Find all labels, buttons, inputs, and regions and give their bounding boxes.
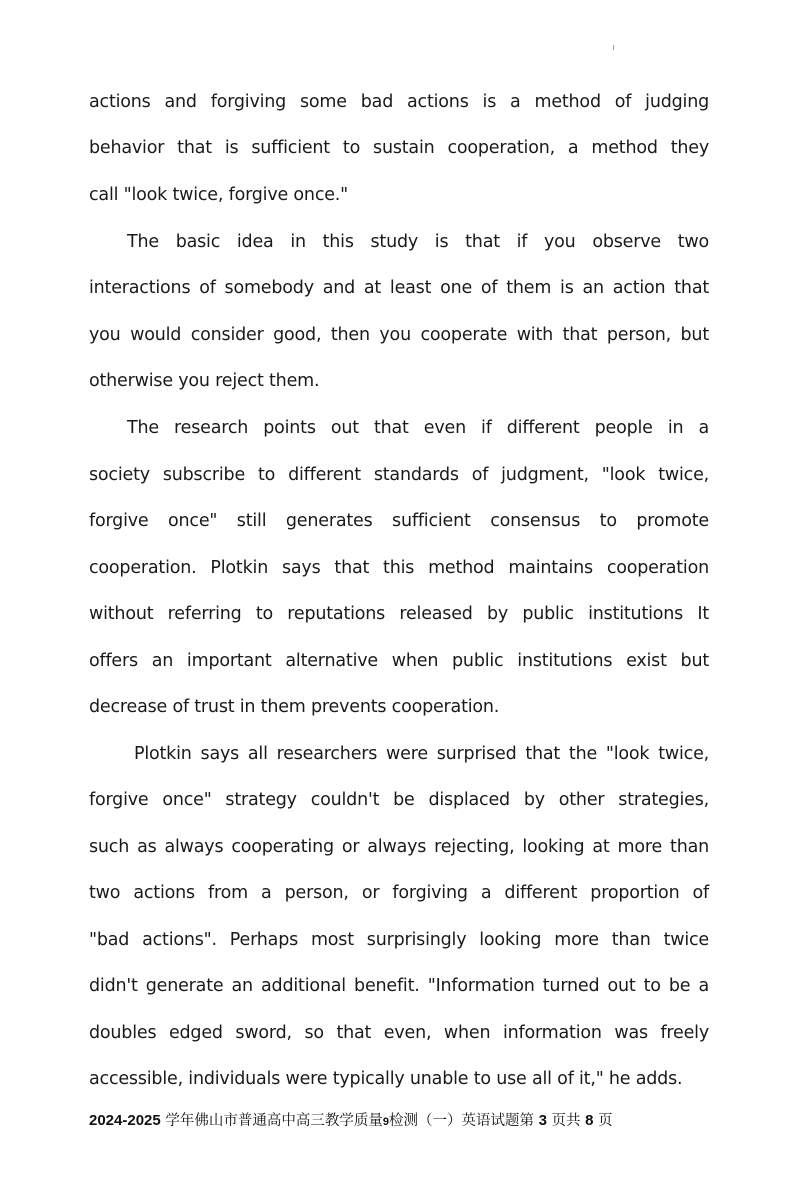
footer-exam-subject: 检测（一）英语试题第: [388, 1113, 539, 1129]
text-line: society subscribe to different standards of judgment, "look twice,: [89, 465, 709, 485]
text-line: cooperation. Plotkin says that this method maintains cooperation: [89, 558, 709, 578]
text-line: decrease of trust in them prevents cooperation.: [89, 697, 500, 717]
text-line: doubles edged sword, so that even, when information was freely: [89, 1023, 709, 1043]
text-line: forgive once" strategy couldn't be displaced by other strategies,: [89, 790, 709, 810]
text-line: accessible, individuals were typically unable to use all of it," he adds.: [89, 1069, 683, 1089]
footer-overlap-mark: 9: [382, 1116, 389, 1128]
footer-page-separator: 页共: [546, 1113, 586, 1129]
text-line: you would consider good, then you cooperate with that person, but: [89, 325, 709, 345]
footer-page-suffix: 页: [593, 1113, 613, 1129]
text-line: offers an important alternative when public institutions exist but: [89, 651, 709, 671]
text-line: two actions from a person, or forgiving a different proportion of: [89, 883, 709, 903]
footer-current-page: 3: [538, 1112, 547, 1129]
text-line: call "look twice, forgive once.": [89, 185, 349, 205]
text-line: such as always cooperating or always rejecting, looking at more than: [89, 837, 709, 857]
text-line: The research points out that even if different people in a: [127, 418, 709, 438]
text-line: actions and forgiving some bad actions is a method of judging: [89, 92, 709, 112]
page-footer: [89, 1111, 613, 1132]
text-line: interactions of somebody and at least one of them is an action that: [89, 278, 709, 298]
stray-scan-mark: [613, 45, 614, 50]
footer-exam-title: 学年佛山市普通高中高三教学质量: [160, 1113, 383, 1129]
text-line: without referring to reputations released by public institutions It: [89, 604, 709, 624]
text-line: otherwise you reject them.: [89, 371, 320, 391]
text-line: "bad actions". Perhaps most surprisingly looking more than twice: [89, 930, 709, 950]
text-line: Plotkin says all researchers were surprised that the "look twice,: [134, 744, 709, 764]
text-line: The basic idea in this study is that if you observe two: [127, 232, 709, 252]
footer-year-range: 2024-2025: [89, 1112, 161, 1129]
text-line: forgive once" still generates sufficient consensus to promote: [89, 511, 709, 531]
footer-total-pages: 8: [585, 1112, 594, 1129]
text-line: behavior that is sufficient to sustain cooperation, a method they: [89, 138, 709, 158]
text-line: didn't generate an additional benefit. "Information turned out to be a: [89, 976, 709, 996]
